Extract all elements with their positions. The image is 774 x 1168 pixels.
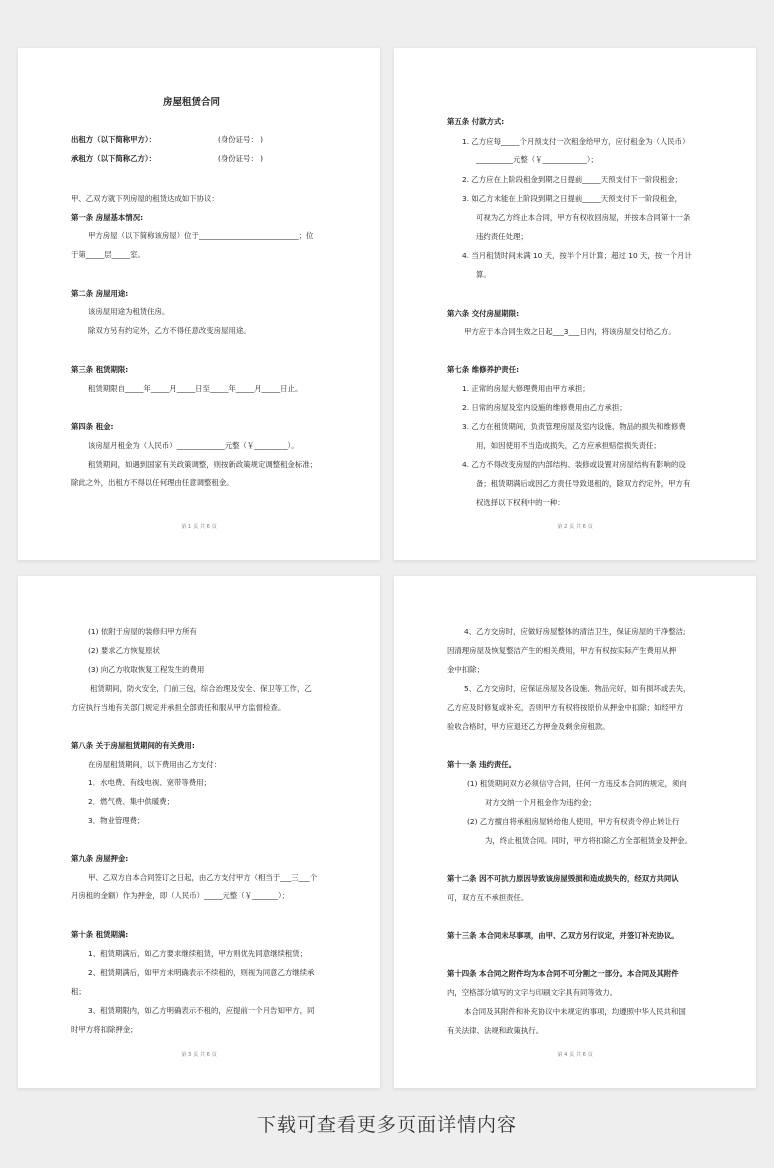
document-text-line: (1) 租赁期间双方必须信守合同，任何一方违反本合同的规定，须向 — [467, 779, 687, 788]
document-text-line: (身份证号： ) — [218, 135, 264, 144]
document-text-line: 4、乙方交房时，应做好房屋整体的清洁卫生，保证房屋的干净整洁; — [464, 627, 686, 636]
document-text-line: 该房屋月租金为（人民币）_____________元整（￥_________）。 — [88, 441, 299, 450]
document-text-line: (2) 乙方擅自将承租房屋转给他人使用，甲方有权责令停止转让行 — [467, 817, 680, 826]
document-text-line: 可，双方互不承担责任。 — [447, 893, 529, 902]
document-text-line: 2、租赁期满后，如甲方未明确表示不续租的，则视为同意乙方继续承 — [88, 968, 315, 977]
document-text-line: 第十条 租赁期满: — [71, 930, 129, 939]
document-text-line: 于第_____层_____室。 — [71, 250, 145, 259]
document-text-line: 2．燃气费、集中供暖费； — [88, 797, 175, 806]
document-text-line: 违约责任处理； — [476, 232, 528, 241]
document-text-line: 本合同及其附件和补充协议中未规定的事项，均遵照中华人民共和国 — [464, 1007, 686, 1016]
document-text-line: 该房屋用途为租赁住房。 — [88, 307, 170, 316]
document-text-line: (身份证号： ) — [218, 154, 264, 163]
document-text-line: 验收合格时，甲方应退还乙方押金及剩余房租款。 — [447, 722, 610, 731]
document-text-line: 可视为乙方终止本合同，甲方有权收回房屋，并按本合同第十一条 — [476, 213, 691, 222]
document-page-1 — [18, 48, 380, 560]
document-text-line: 第六条 交付房屋期限: — [447, 309, 520, 318]
document-text-line: 1．水电费、有线电视、宽带等费用； — [88, 778, 211, 787]
document-text-line: 算。 — [476, 270, 491, 279]
document-text-line: 5、乙方交房时，应保证房屋及各设施、物品完好，如有损坏或丢失， — [464, 684, 691, 693]
document-text-line: 第十四条 本合同之附件均为本合同不可分割之一部分。本合同及其附件 — [447, 969, 679, 978]
document-text-line: 第四条 租金: — [71, 422, 114, 431]
document-text-line: 甲、乙双方自本合同签订之日起，由乙方支付甲方（相当于___三___个 — [88, 873, 318, 882]
document-text-line: 第三条 租赁期限: — [71, 365, 129, 374]
document-text-line: 对方交纳一个月租金作为违约金； — [485, 798, 596, 807]
document-text-line: 第七条 维修养护责任: — [447, 365, 520, 374]
document-text-line: 备；租赁期满后或因乙方责任导致退租的，除双方约定外，甲方有 — [476, 479, 691, 488]
document-text-line: (3) 向乙方收取恢复工程发生的费用 — [88, 665, 205, 674]
document-text-line: 第十二条 因不可抗力原因导致该房屋毁损和造成损失的，经双方共同认 — [447, 874, 679, 883]
document-text-line: 3、租赁期限内，如乙方明确表示不租的，应提前一个月告知甲方，同 — [88, 1006, 315, 1015]
document-text-line: (1) 依附于房屋的装修归甲方所有 — [88, 627, 197, 636]
document-text-line: 承租方（以下简称乙方）： — [71, 154, 156, 163]
document-text-line: 甲、乙双方就下列房屋的租赁达成如下协议： — [71, 194, 219, 203]
document-text-line: 租赁期间，如遇到国家有关政策调整，则按新政策规定调整租金标准； — [88, 460, 318, 469]
document-text-line: 1、租赁期满后，如乙方要求继续租赁，甲方则优先同意继续租赁； — [88, 949, 308, 958]
document-text-line: 权选择以下权利中的一种： — [476, 498, 565, 507]
document-text-line: 甲方应于本合同生效之日起___3___日内，将该房屋交付给乙方。 — [464, 327, 676, 336]
document-text-line: 方应执行当地有关部门规定并承担全部责任和服从甲方监督检查。 — [71, 703, 286, 712]
document-text-line: (2) 要求乙方恢复原状 — [88, 646, 160, 655]
document-text-line: 出租方（以下简称甲方）： — [71, 135, 156, 144]
document-text-line: 金中扣除； — [447, 665, 484, 674]
document-text-line: 时甲方将扣除押金； — [71, 1025, 138, 1034]
document-page-4 — [394, 576, 756, 1088]
document-text-line: 3. 乙方在租赁期间，负责管理房屋及室内设施、物品的损失和维修费 — [462, 422, 686, 431]
document-text-line: 因清理房屋及恢复整洁产生的相关费用，甲方有权按实际产生费用从押 — [447, 646, 677, 655]
document-text-line: 第十三条 本合同未尽事项，由甲、乙双方另行议定，并签订补充协议。 — [447, 931, 679, 940]
document-text-line: 1. 乙方应每_____个月预支付一次租金给甲方，应付租金为（人民币） — [462, 137, 690, 146]
document-text-line: 甲方房屋（以下简称该房屋）位于___________________________；位 — [88, 231, 314, 240]
document-text-line: 3. 如乙方未能在上阶段到期之日提前_____天预支付下一阶段租金， — [462, 194, 683, 203]
document-text-line: 4. 乙方不得改变房屋的内部结构、装修或设置对房屋结构有影响的设 — [462, 460, 686, 469]
document-text-line: 乙方应及时修复或补充，否则甲方有权将按原价从押金中扣除；如经甲方 — [447, 703, 684, 712]
document-text-line: 第二条 房屋用途: — [71, 289, 129, 298]
document-text-line: 4. 当月租赁时间未满 10 天，按半个月计算；超过 10 天，按一个月计 — [462, 251, 692, 260]
document-text-line: 房屋租赁合同 — [163, 97, 221, 108]
document-text-line: 除此之外，出租方不得以任何理由任意调整租金。 — [71, 478, 234, 487]
document-text-line: 有关法律、法规和政策执行。 — [447, 1026, 544, 1035]
document-text-line: 第一条 房屋基本情况: — [71, 213, 144, 222]
page-number-footer: 第 1 页 共 6 页 — [181, 523, 217, 530]
document-text-line: 租赁期间，防火安全，门前三包，综合治理及安全、保卫等工作，乙 — [90, 684, 312, 693]
document-text-line: 月房租的金额）作为押金，即（人民币）_____元整（￥_______）； — [71, 891, 290, 900]
document-text-line: 第十一条 违约责任。 — [447, 760, 517, 769]
document-text-line: 1. 正常的房屋大修理费用由甲方承担； — [462, 384, 590, 393]
document-text-line: 内，空格部分填写的文字与印刷文字具有同等效力。 — [447, 988, 617, 997]
document-page-3 — [18, 576, 380, 1088]
page-number-footer: 第 4 页 共 6 页 — [557, 1051, 593, 1058]
document-text-line: 2. 乙方应在上阶段租金到期之日提前_____天预支付下一阶段租金； — [462, 175, 683, 184]
document-text-line: 第九条 房屋押金: — [71, 854, 129, 863]
document-text-line: 除双方另有约定外，乙方不得任意改变房屋用途。 — [88, 326, 251, 335]
page-number-footer: 第 2 页 共 6 页 — [557, 523, 593, 530]
document-text-line: 为，终止租赁合同。同时，甲方将扣除乙方全部租赁金及押金。 — [485, 836, 692, 845]
document-text-line: 第五条 付款方式: — [447, 117, 505, 126]
download-caption: 下载可查看更多页面详情内容 — [256, 1114, 517, 1136]
document-text-line: __________元整（￥____________）； — [476, 155, 598, 164]
document-text-line: 第八条 关于房屋租赁期间的有关费用: — [71, 741, 195, 750]
document-page-2 — [394, 48, 756, 560]
document-text-line: 租赁期限自_____年_____月_____日至_____年_____月_____日止。 — [88, 384, 303, 393]
document-text-line: 租； — [71, 987, 86, 996]
document-text-line: 2. 日常的房屋及室内设施的维修费用由乙方承担； — [462, 403, 627, 412]
page-number-footer: 第 3 页 共 6 页 — [181, 1051, 217, 1058]
document-text-line: 3．物业管理费； — [88, 816, 145, 825]
document-text-line: 在房屋租赁期间，以下费用由乙方支付： — [88, 760, 222, 769]
document-text-line: 用，如因使用不当造成损失，乙方应承担赔偿损失责任； — [476, 441, 661, 450]
